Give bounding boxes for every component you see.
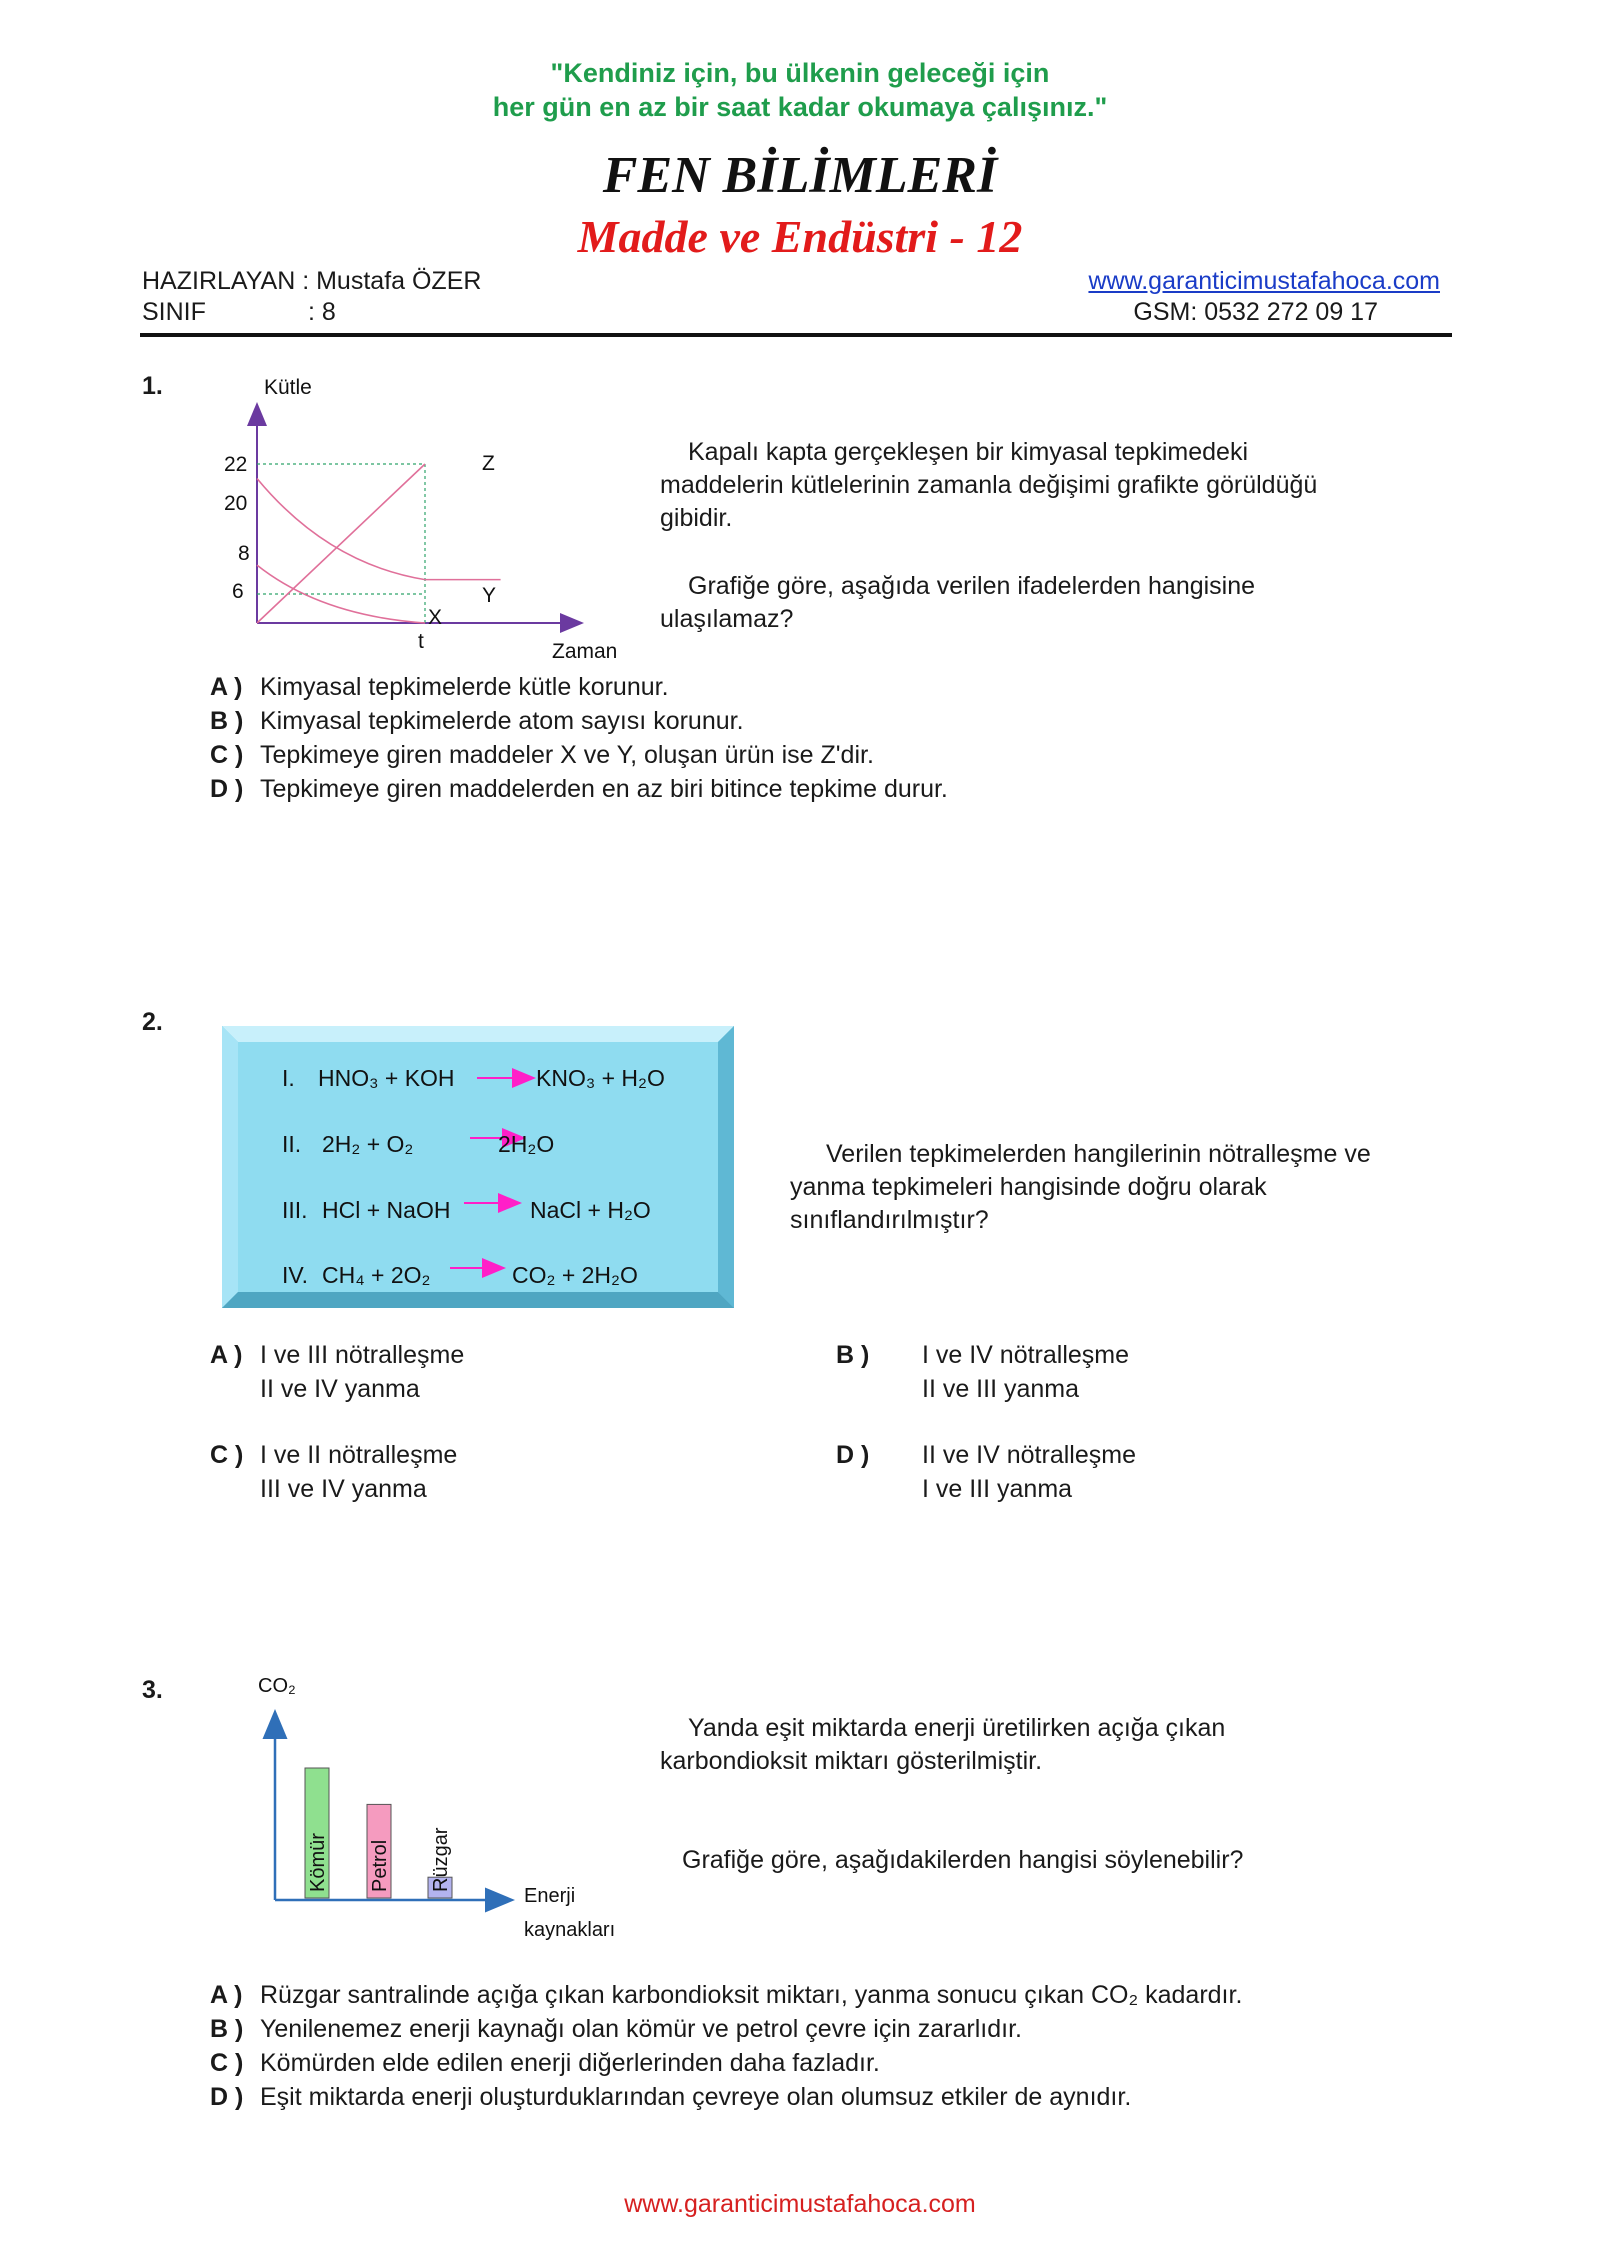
question-3-number: 3. — [142, 1676, 163, 1704]
motto-line-2: her gün en az bir saat kadar okumaya çalışınız." — [492, 92, 1108, 122]
reaction-4-reactants: CH₄ + 2O₂ — [322, 1262, 431, 1288]
y-tick-8: 8 — [238, 542, 250, 565]
question-3-option-b[interactable]: B ) Yenilenemez enerji kaynağı olan kömür ve petrol çevre için zararlıdır. — [210, 2015, 1022, 2043]
reaction-2-number: II. — [282, 1131, 302, 1157]
series-label-x: X — [428, 606, 443, 629]
question-2-option-b[interactable]: B ) I ve IV nötralleşme II ve III yanma — [836, 1341, 1130, 1403]
question-1-option-d[interactable]: D ) Tepkimeye giren maddelerden en az biri bitince tepkime durur. — [210, 775, 948, 803]
series-label-z: Z — [482, 452, 495, 475]
y-tick-6: 6 — [232, 580, 244, 603]
class-label: SINIF — [142, 298, 206, 326]
question-3-option-a[interactable]: A ) Rüzgar santralinde açığa çıkan karbondioksit miktarı, yanma sonucu çıkan CO₂ kadardır. — [210, 1981, 1243, 2009]
y-tick-20: 20 — [224, 492, 248, 515]
reaction-1-reactants: HNO₃ + KOH — [318, 1065, 455, 1091]
reaction-box — [222, 1026, 734, 1308]
page-subtitle: Madde ve Endüstri - 12 — [577, 211, 1023, 262]
question-3-text-1: Yanda eşit miktarda enerji üretilirken açığa çıkan karbondioksit miktarı gösterilmiştir. — [660, 1714, 1226, 1775]
y-tick-22: 22 — [224, 453, 248, 476]
bar-label-0: Kömür — [307, 1833, 329, 1892]
x-axis-label-1: Enerji — [524, 1885, 576, 1907]
page-title: FEN BİLİMLERİ — [602, 147, 998, 204]
reaction-2-products: 2H₂O — [498, 1131, 555, 1157]
reaction-3-number: III. — [282, 1197, 308, 1223]
question-3-option-d[interactable]: D ) Eşit miktarda enerji oluşturduklarından çevreye olan olumsuz etkiler de aynıdır. — [210, 2083, 1132, 2111]
series-line-z — [257, 464, 425, 623]
reaction-1-products: KNO₃ + H₂O — [536, 1065, 665, 1091]
reaction-3-products: NaCl + H₂O — [530, 1197, 651, 1223]
question-1-text-1: Kapalı kapta gerçekleşen bir kimyasal tepkimedeki maddelerin kütlelerinin zamanla değişimi grafikte görüldüğü gibidir. — [660, 438, 1318, 532]
mass-time-chart — [210, 368, 630, 668]
x-axis-label-2: kaynakları — [524, 1919, 616, 1941]
co2-bar-chart — [240, 1672, 640, 1942]
x-tick-t: t — [418, 630, 424, 653]
bar-label-1: Petrol — [369, 1839, 391, 1892]
reaction-3-reactants: HCl + NaOH — [322, 1197, 451, 1223]
question-1-option-b[interactable]: B ) Kimyasal tepkimelerde atom sayısı korunur. — [210, 707, 744, 735]
author: HAZIRLAYAN : Mustafa ÖZER — [142, 267, 482, 295]
question-2-option-d[interactable]: D ) II ve IV nötralleşme I ve III yanma — [836, 1441, 1136, 1503]
x-axis-label: Zaman — [552, 640, 618, 663]
series-line-y — [257, 478, 501, 579]
reaction-4-products: CO₂ + 2H₂O — [512, 1262, 638, 1288]
bar-label-2: Rüzgar — [430, 1827, 452, 1892]
question-3-option-c[interactable]: C ) Kömürden elde edilen enerji diğerlerinden daha fazladır. — [210, 2049, 880, 2077]
y-axis-label: Kütle — [264, 376, 312, 399]
question-1-number: 1. — [142, 372, 163, 400]
website-link[interactable]: www.garanticimustafahoca.com — [1088, 267, 1440, 295]
reaction-4-number: IV. — [282, 1262, 309, 1288]
footer-website[interactable]: www.garanticimustafahoca.com — [624, 2190, 976, 2218]
reaction-2-reactants: 2H₂ + O₂ — [322, 1131, 414, 1157]
header-divider — [140, 333, 1452, 337]
gsm-number: GSM: 0532 272 09 17 — [1133, 298, 1378, 326]
question-2-option-c[interactable]: C ) I ve II nötralleşme III ve IV yanma — [210, 1441, 458, 1503]
series-label-y: Y — [482, 584, 497, 607]
question-2-option-a[interactable]: A ) I ve III nötralleşme II ve IV yanma — [210, 1341, 465, 1403]
question-2-number: 2. — [142, 1008, 163, 1036]
question-1-option-c[interactable]: C ) Tepkimeye giren maddeler X ve Y, oluşan ürün ise Z'dir. — [210, 741, 874, 769]
y-axis-label: CO₂ — [258, 1675, 296, 1697]
class-value: : 8 — [308, 298, 336, 326]
question-1-text-2: Grafiğe göre, aşağıda verilen ifadelerden hangisine ulaşılamaz? — [660, 572, 1256, 633]
question-3-text-2: Grafiğe göre, aşağıdakilerden hangisi söylenebilir? — [682, 1846, 1244, 1874]
reaction-1-number: I. — [282, 1065, 295, 1091]
question-2-text: Verilen tepkimelerden hangilerinin nötralleşme ve yanma tepkimeleri hangisinde doğru olarak sınıflandırılmıştır? — [790, 1140, 1371, 1234]
motto-line-1: "Kendiniz için, bu ülkenin geleceği için — [550, 58, 1050, 88]
question-1-option-a[interactable]: A ) Kimyasal tepkimelerde kütle korunur. — [210, 673, 669, 701]
